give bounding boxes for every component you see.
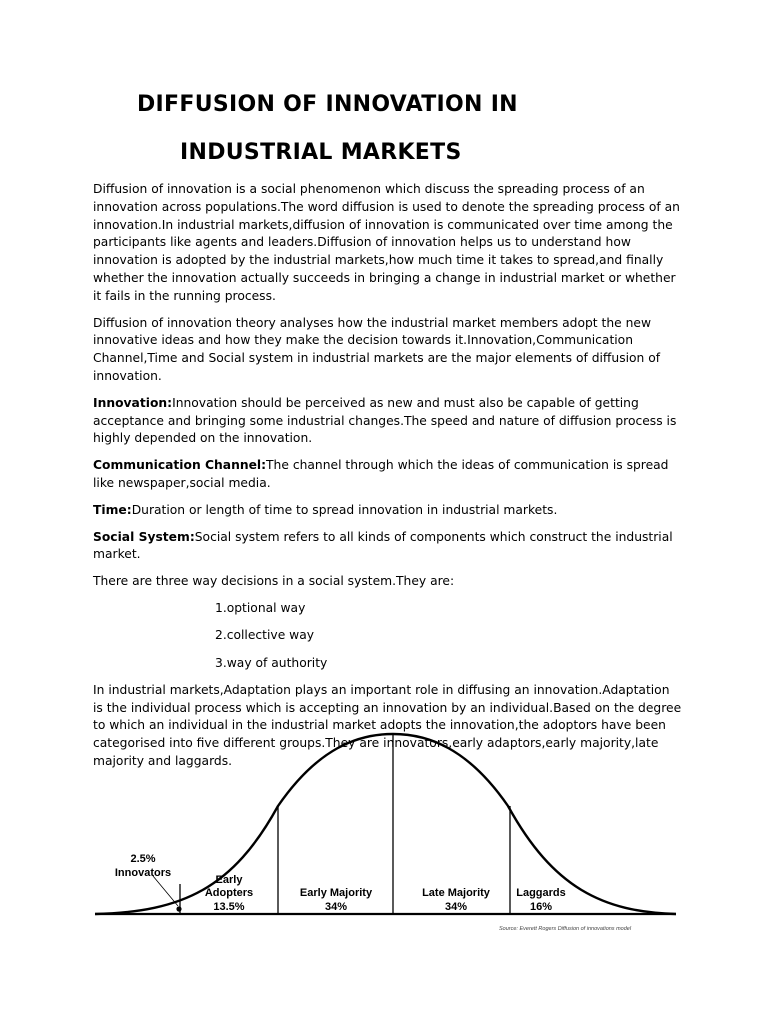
channel-text: The channel through which the ideas of communication is spread like newspaper,social media. [93,458,669,490]
bell-curve [95,734,676,914]
social-text: Social system refers to all kinds of components which construct the industrial market. [93,529,673,562]
channel-paragraph [93,457,683,493]
time-text: Duration or length of time to spread innovation in industrial markets. [131,502,558,517]
page-title-line-2: INDUSTRIAL MARKETS [180,140,462,165]
innovation-text: Innovation should be perceived as new and must also be capable of getting acceptance and bringing some industrial changes.The speed and nature of diffusion process is highly depended on the innovation. [93,395,677,446]
theory-paragraph: Diffusion of innovation theory analyses how the industrial market members adopt the new innovative ideas and how they make the decision towards it.Innovation,Communication Channel,Time and Social system in industrial markets are the major elements of diffusion of innovation. [93,315,661,383]
source-caption: Source: Everett Rogers Diffusion of innovations model [499,926,632,932]
early-majority-label: Early Majority [299,887,373,899]
early-adopters-percent: 13.5% [213,901,245,913]
list-item: 3.way of authority [215,655,328,670]
early-majority-percent: 34% [324,901,348,913]
early-adopters-label-2: Adopters [204,887,254,899]
adoption-curve-svg [93,728,679,938]
innovation-paragraph [93,395,683,448]
social-term: Social System: [93,529,195,544]
early-adopters-label-1: Early [215,874,243,886]
innovators-leader-line [153,876,178,906]
late-majority-percent: 34% [444,901,468,913]
time-paragraph [93,502,683,520]
page-title-line-1: DIFFUSION OF INNOVATION IN [137,92,518,117]
innovators-label: Innovators [114,867,172,879]
adoption-paragraph: In industrial markets,Adaptation plays an important role in diffusing an innovation.Adaptation is the individual process which is accepting an innovation by an individual.Based on the degree to which an individual in the industrial market adopts the innovation,the adoptors have been categorised into five different groups.They are innovators,early adaptors,early majority,late majority and laggards. [93,682,682,769]
late-majority-label: Late Majority [422,887,490,899]
ways-list [93,600,683,672]
innovators-dot [176,906,181,911]
adoption-curve-diagram [93,728,679,938]
list-item: 2.collective way [215,628,315,643]
laggards-percent: 16% [529,901,553,913]
channel-term: Communication Channel: [93,458,267,473]
social-paragraph [93,529,683,565]
ways-intro: There are three way decisions in a social system.They are: [93,574,455,589]
time-term: Time: [93,502,132,517]
intro-paragraph: Diffusion of innovation is a social phenomenon which discuss the spreading process of an innovation across populations.The word diffusion is used to denote the spreading process of an innovation.In industrial markets,diffusion of innovation is communicated over time among the participants like agents and leaders.Diffusion of innovation helps us to understand how innovation is adopted by the industrial markets,how much time it takes to spread,and finally whether the innovation actually succeeds in bringing a change in industrial market or whether it fails in the running process. [93,182,680,303]
innovation-term: Innovation: [93,395,173,410]
list-item: 1.optional way [215,600,306,615]
laggards-label: Laggards [516,887,566,899]
document-body [93,181,683,780]
innovators-percent: 2.5% [130,853,156,865]
